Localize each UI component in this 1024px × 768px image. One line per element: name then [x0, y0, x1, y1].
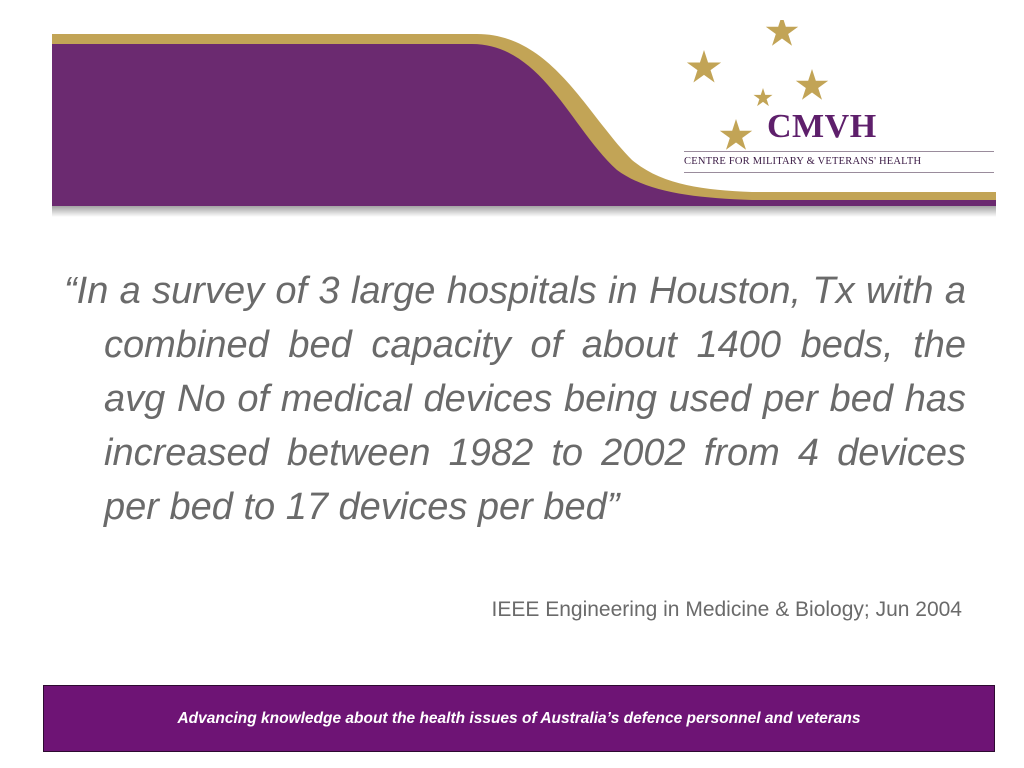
- logo-subtitle: CENTRE FOR MILITARY & VETERANS' HEALTH: [684, 156, 922, 167]
- star-icon: [796, 69, 828, 100]
- logo-divider-top: [684, 151, 994, 152]
- quote-text: “In a survey of 3 large hospitals in Houston, Tx with a combined bed capacity of about 1400 beds, the avg No of medical devices being used per bed has increased between 1982 to 2002 from 4 devices per bed to 17 devices per bed”: [64, 270, 966, 528]
- star-icon: [720, 119, 752, 150]
- star-icon: [766, 20, 798, 46]
- logo-name: CMVH: [767, 108, 877, 145]
- banner-shadow: [52, 205, 996, 217]
- star-icon: [687, 50, 721, 83]
- footer-banner: [43, 685, 995, 752]
- footer-tagline: Advancing knowledge about the health issues of Australia’s defence personnel and veterans: [177, 709, 861, 727]
- quote-citation: IEEE Engineering in Medicine & Biology; Jun 2004: [491, 598, 962, 621]
- logo-divider-bottom: [684, 172, 994, 173]
- star-icon: [753, 88, 772, 106]
